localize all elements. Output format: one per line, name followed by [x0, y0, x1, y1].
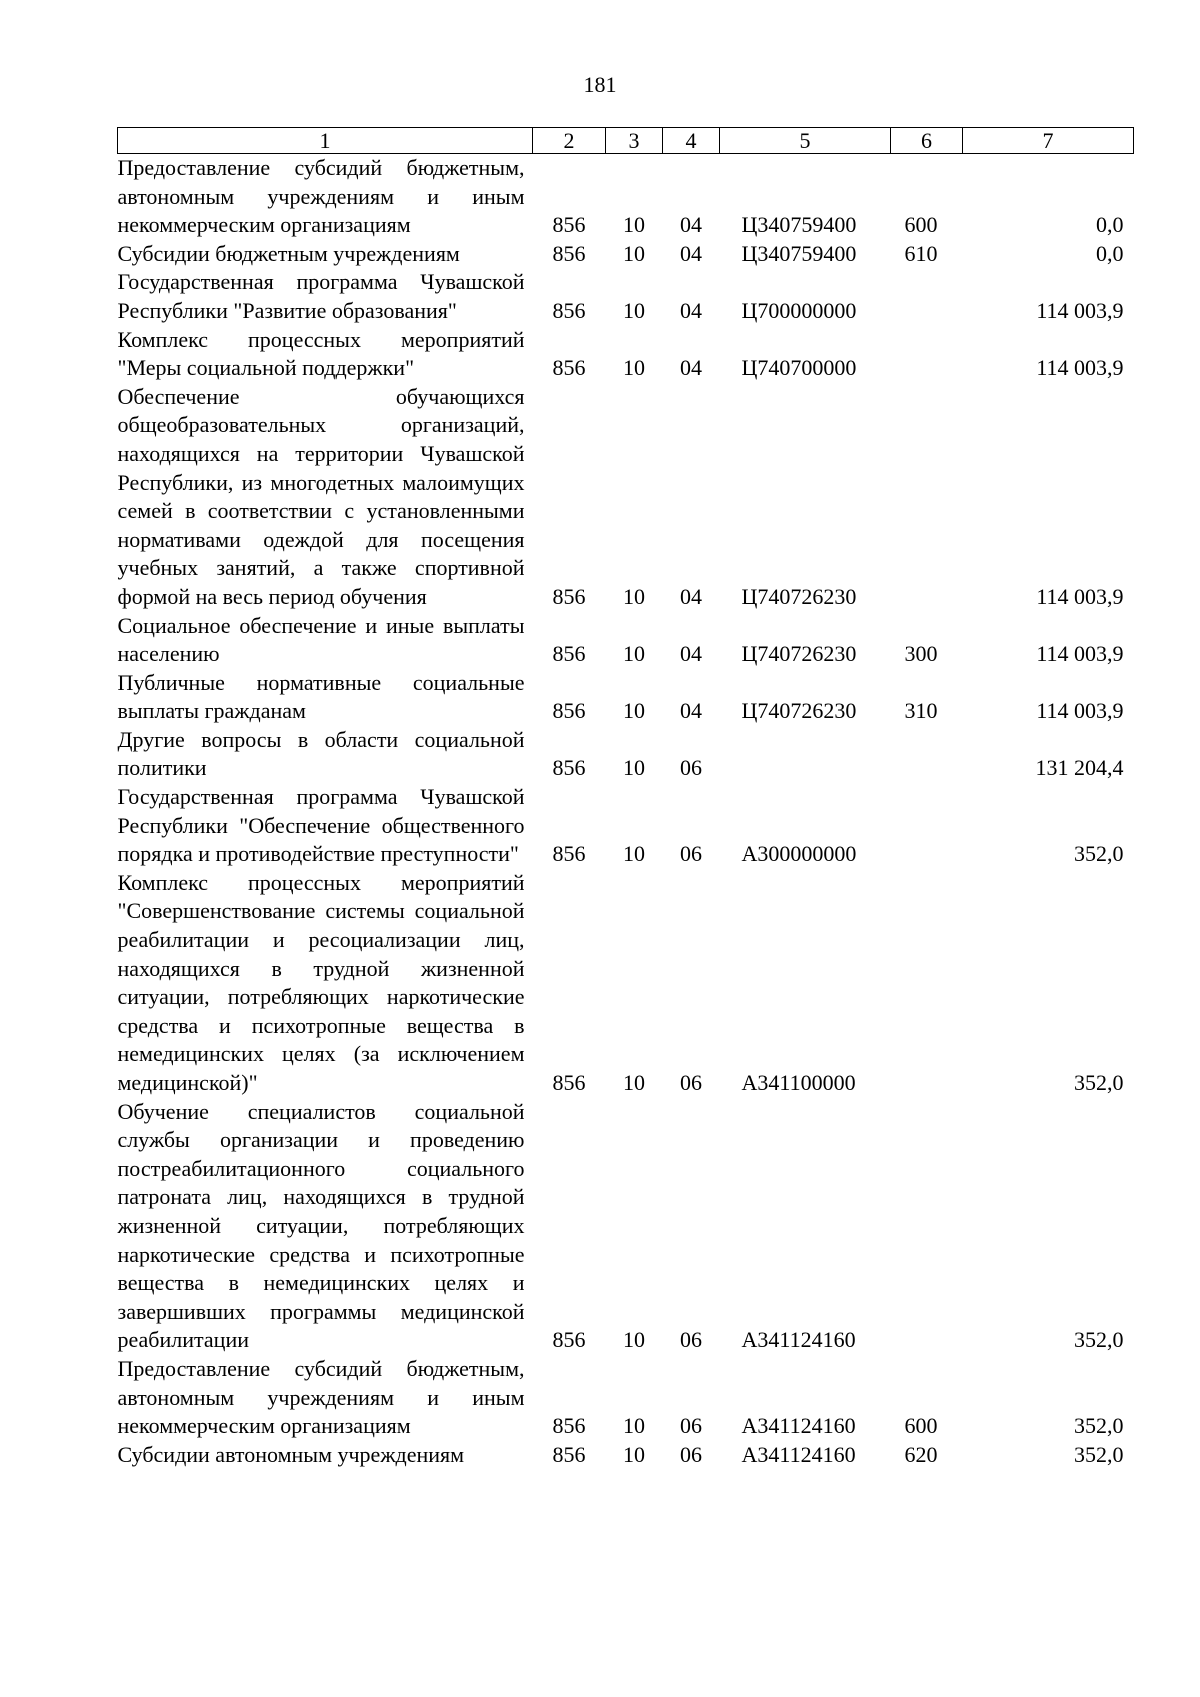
cell-amount: 114 003,9: [1036, 583, 1124, 609]
cell-subsection-code: 06: [680, 1413, 702, 1439]
header-col-1: 1: [118, 128, 533, 154]
table-row: [118, 240, 1134, 269]
table-row: [118, 726, 1134, 783]
cell-description: Субсидии автономным учреждениям: [117, 1441, 465, 1467]
cell-subsection-code: 06: [680, 755, 702, 781]
cell-target-article: А341124160: [741, 1413, 856, 1439]
cell-section-code: 10: [623, 1413, 645, 1439]
cell-description: Предоставление субсидий бюджетным, автономным учреждениям и иным некоммерческим организациям: [117, 1355, 525, 1439]
cell-target-article: Ц340759400: [741, 240, 857, 266]
cell-amount: 114 003,9: [1036, 355, 1124, 381]
cell-target-article: А300000000: [741, 841, 857, 867]
cell-subsection-code: 06: [680, 841, 702, 867]
table-row: [118, 1441, 1134, 1470]
cell-section-code: 10: [623, 240, 645, 266]
cell-target-article: Ц340759400: [741, 212, 857, 238]
cell-section-code: 10: [623, 297, 645, 323]
cell-description: Публичные нормативные социальные выплаты гражданам: [117, 669, 525, 724]
cell-ministry-code: 856: [552, 212, 586, 238]
cell-description: Субсидии бюджетным учреждениям: [117, 240, 460, 266]
cell-expense-type: [891, 326, 963, 383]
header-col-5: 5: [720, 128, 891, 154]
cell-section-code: 10: [623, 212, 645, 238]
cell-amount: 352,0: [1074, 1413, 1124, 1439]
header-col-2: 2: [533, 128, 606, 154]
table-row: [118, 783, 1134, 869]
cell-subsection-code: 04: [680, 698, 702, 724]
header-col-6: 6: [891, 128, 963, 154]
cell-section-code: 10: [623, 755, 645, 781]
cell-target-article: Ц740726230: [741, 583, 857, 609]
cell-subsection-code: 04: [680, 297, 702, 323]
cell-ministry-code: 856: [552, 1441, 586, 1467]
cell-amount: 114 003,9: [1036, 698, 1124, 724]
cell-ministry-code: 856: [552, 1413, 586, 1439]
cell-description: Предоставление субсидий бюджетным, автономным учреждениям и иным некоммерческим организациям: [117, 155, 525, 238]
cell-ministry-code: 856: [552, 583, 586, 609]
cell-ministry-code: 856: [552, 297, 586, 323]
cell-amount: 352,0: [1074, 1070, 1124, 1095]
cell-section-code: 10: [623, 641, 645, 667]
cell-expense-type: 610: [904, 240, 938, 266]
cell-description: Обучение специалистов социальной службы организации и проведению постреабилитационного социального патроната лиц, находящихся в трудной жизненной ситуации, потребляющих наркотические средства и психотропные вещества в немедицинских целях и завершивших программы медицинской реабилитации: [117, 1098, 525, 1353]
cell-amount: 114 003,9: [1036, 641, 1124, 667]
cell-description: Комплекс процессных мероприятий "Совершенствование системы социальной реабилитации и ресоциализации лиц, находящихся в трудной жизненной ситуации, потребляющих наркотические средства и психотропные вещества в немедицинских целях (за исключением медицинской)": [117, 869, 525, 1095]
header-row: [118, 128, 1134, 154]
header-col-3: 3: [606, 128, 663, 154]
cell-description: Обеспечение обучающихся общеобразовательных организаций, находящихся на территории Чувашской Республики, из многодетных малоимущих семей в соответствии с установленными нормативами одеждой для посещения учебных занятий, а также спортивной формой на весь период обучения: [117, 383, 525, 609]
table-row: [118, 869, 1134, 1098]
cell-subsection-code: 06: [680, 1327, 702, 1353]
cell-target-article: А341124160: [741, 1441, 856, 1467]
cell-section-code: 10: [623, 698, 645, 724]
cell-subsection-code: 04: [680, 212, 702, 238]
cell-ministry-code: 856: [552, 240, 586, 266]
page-number: 181: [583, 72, 617, 97]
cell-expense-type: 600: [904, 1413, 938, 1439]
cell-expense-type: [891, 1098, 963, 1355]
cell-section-code: 10: [623, 1327, 645, 1353]
cell-amount: 114 003,9: [1036, 297, 1124, 323]
cell-description: Государственная программа Чувашской Республики "Развитие образования": [117, 269, 525, 323]
cell-expense-type: [891, 783, 963, 869]
cell-expense-type: [891, 383, 963, 612]
budget-table: [117, 127, 1134, 1469]
cell-section-code: 10: [623, 1070, 645, 1095]
cell-ministry-code: 856: [552, 1327, 586, 1353]
table-row: [118, 612, 1134, 669]
cell-target-article: А341100000: [741, 1070, 856, 1095]
cell-ministry-code: 856: [552, 755, 586, 781]
cell-expense-type: 300: [904, 641, 938, 667]
cell-target-article: Ц700000000: [741, 297, 857, 323]
cell-section-code: 10: [623, 583, 645, 609]
cell-section-code: 10: [623, 1441, 645, 1467]
header-col-7: 7: [963, 128, 1134, 154]
cell-subsection-code: 04: [680, 641, 702, 667]
cell-amount: 352,0: [1074, 1441, 1124, 1467]
cell-amount: 131 204,4: [1035, 755, 1124, 781]
cell-expense-type: 600: [904, 212, 938, 238]
cell-subsection-code: 04: [680, 355, 702, 381]
cell-expense-type: [891, 869, 963, 1098]
cell-target-article: Ц740726230: [741, 698, 857, 724]
cell-expense-type: [891, 268, 963, 325]
table-row: [118, 1098, 1134, 1355]
cell-target-article: [720, 726, 891, 783]
cell-ministry-code: 856: [552, 355, 586, 381]
table-row: [118, 268, 1134, 325]
cell-amount: 0,0: [1096, 240, 1124, 266]
cell-subsection-code: 04: [680, 583, 702, 609]
cell-target-article: Ц740700000: [741, 355, 857, 381]
cell-description: Социальное обеспечение и иные выплаты населению: [117, 612, 525, 667]
cell-section-code: 10: [623, 355, 645, 381]
cell-expense-type: 620: [904, 1441, 938, 1467]
table-row: [118, 154, 1134, 240]
cell-ministry-code: 856: [552, 641, 586, 667]
table-body: [118, 154, 1134, 1470]
cell-amount: 352,0: [1074, 841, 1124, 867]
cell-ministry-code: 856: [552, 698, 586, 724]
cell-description: Другие вопросы в области социальной политики: [117, 726, 525, 781]
cell-amount: 0,0: [1096, 212, 1124, 238]
cell-subsection-code: 04: [680, 240, 702, 266]
header-col-4: 4: [663, 128, 720, 154]
cell-ministry-code: 856: [552, 841, 586, 867]
cell-amount: 352,0: [1074, 1327, 1124, 1353]
cell-target-article: Ц740726230: [741, 641, 857, 667]
cell-ministry-code: 856: [552, 1070, 586, 1095]
cell-subsection-code: 06: [680, 1441, 702, 1467]
cell-section-code: 10: [623, 841, 645, 867]
cell-description: Комплекс процессных мероприятий "Меры социальной поддержки": [117, 326, 525, 381]
cell-expense-type: [891, 726, 963, 783]
cell-description: Государственная программа Чувашской Республики "Обеспечение общественного порядка и противодействие преступности": [117, 784, 525, 867]
cell-expense-type: 310: [904, 698, 938, 724]
cell-target-article: А341124160: [741, 1327, 856, 1353]
table-row: [118, 383, 1134, 612]
table-row: [118, 326, 1134, 383]
cell-subsection-code: 06: [680, 1070, 702, 1095]
table-row: [118, 1355, 1134, 1441]
table-header: [118, 128, 1134, 154]
table-row: [118, 669, 1134, 726]
